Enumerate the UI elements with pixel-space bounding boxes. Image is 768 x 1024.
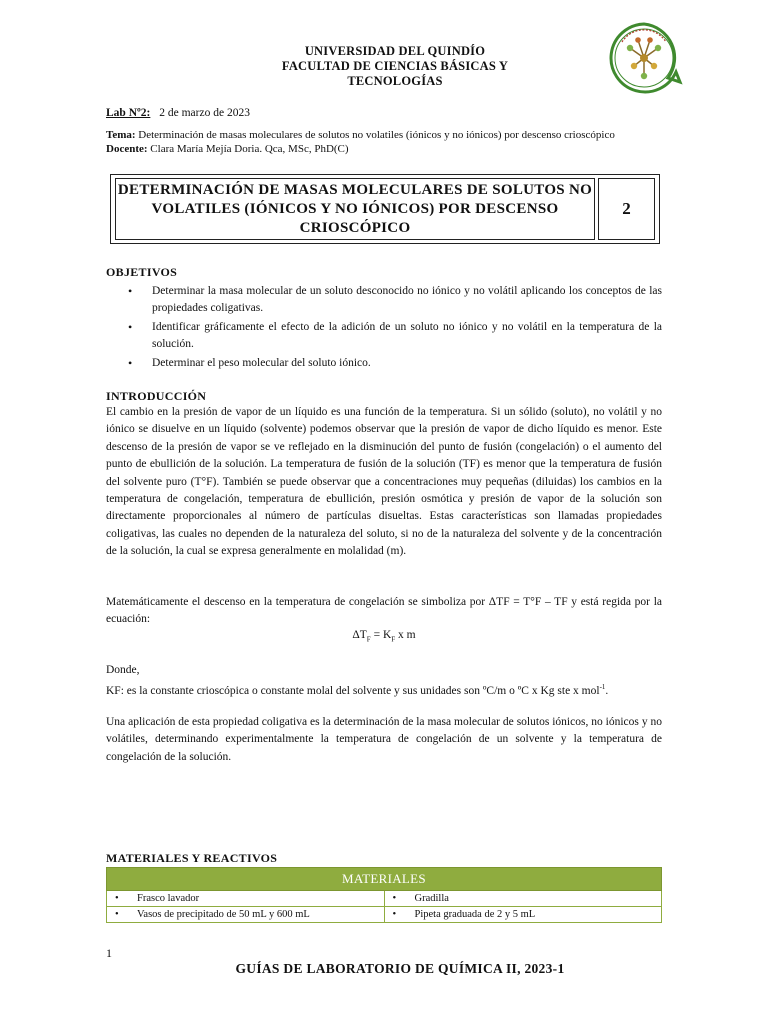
docente-label: Docente:	[106, 143, 148, 155]
list-item: • Identificar gráficamente el efecto de la adición de un soluto no iónico y no volátil en la temperatura de la solución.	[128, 319, 662, 353]
formula-rhs: x m	[395, 629, 416, 641]
table-cell: Gradilla	[414, 893, 449, 904]
header-line-2: FACULTAD DE CIENCIAS BÁSICAS Y	[281, 59, 509, 73]
table-row: • Frasco lavador • Gradilla	[107, 891, 662, 907]
materials-table	[106, 867, 662, 923]
lab-date: 2 de marzo de 2023	[159, 107, 250, 119]
formula-subscript: F	[366, 635, 371, 644]
formula-mid: = K	[370, 629, 392, 641]
docente-text: Clara María Mejía Doria. Qca, MSc, PhD(C)	[150, 143, 349, 155]
freezing-point-formula	[106, 629, 662, 643]
materials-table-header: MATERIALES	[107, 868, 662, 891]
formula-subscript: F	[391, 635, 396, 644]
page-number: 1	[106, 946, 112, 960]
lab-number: 2	[598, 178, 655, 240]
page-footer: GUÍAS DE LABORATORIO DE QUÍMICA II, 2023-1	[235, 961, 565, 976]
tema-line	[106, 128, 615, 142]
docente-line	[106, 142, 615, 156]
intro-heading: INTRODUCCIÓN	[106, 389, 207, 403]
table-cell: Pipeta graduada de 2 y 5 mL	[414, 909, 536, 920]
table-cell: Vasos de precipitado de 50 mL y 600 mL	[137, 909, 310, 920]
objectives-heading: OBJETIVOS	[106, 265, 178, 279]
lab-meta	[106, 128, 615, 156]
objectives-list	[128, 283, 662, 374]
formula-lhs: ΔT	[352, 629, 367, 641]
lab-title: DETERMINACIÓN DE MASAS MOLECULARES DE SOLUTOS NO VOLATILES (IÓNICOS Y NO IÓNICOS) POR DESCENSO CRIOSCÓPICO	[115, 178, 595, 240]
donde-text: Donde,	[106, 664, 140, 676]
list-item: • Determinar el peso molecular del soluto iónico.	[128, 355, 662, 372]
table-row: • Vasos de precipitado de 50 mL y 600 mL • Pipeta graduada de 2 y 5 mL	[107, 907, 662, 923]
lab-number-line	[106, 107, 250, 119]
materials-heading: MATERIALES Y REACTIVOS	[106, 851, 278, 865]
header-line-1: UNIVERSIDAD DEL QUINDÍO	[304, 44, 486, 58]
tema-text: Determinación de masas moleculares de solutos no volatiles (iónicos y no iónicos) por descenso crioscópico	[138, 129, 615, 141]
intro-paragraph-2: Matemáticamente el descenso en la temperatura de congelación se simboliza por ΔTF = T°F – TF y está regida por la ecuación:	[106, 596, 662, 626]
table-cell: Frasco lavador	[137, 893, 200, 904]
kf-text: KF: es la constante crioscópica o constante molal del solvente y sus unidades son ºC/m o ºC x Kg ste x mol	[106, 684, 600, 697]
university-header	[200, 44, 590, 89]
kf-definition	[106, 679, 662, 700]
tema-label: Tema:	[106, 129, 136, 141]
kf-end: .	[605, 684, 609, 697]
intro-paragraph-3: Una aplicación de esta propiedad coligativa es la determinación de la masa molecular de solutos iónicos, no iónicos y no volátiles, determinando experimentalmente la temperatura de congelación de un solvente y la temperatura de congelación de la solución.	[106, 716, 662, 763]
kf-superscript: -1	[599, 683, 606, 691]
header-line-3: TECNOLOGÍAS	[347, 74, 443, 88]
intro-paragraph-1: El cambio en la presión de vapor de un líquido es una función de la temperatura. Si un sólido (soluto), no volátil y no iónico se disuelve en un líquido (solvente) podemos observar que la presión de vapor de dicho líquido es menor. Este descenso de la presión de vapor se ve reflejado en la disminución del punto de fusión (congelación) o el aumento del punto de ebullición de la solución. La temperatura de fusión de la solución (TF) es menor que la temperatura de fusión del solvente puro (T°F). También se puede observar que a concentraciones muy pequeñas (diluidas) los cambios en la temperatura de congelación, temperatura de ebullición, presión osmótica y presión de vapor de la solución son directamente proporcionales al número de partículas disueltas. Estas características son llamadas propiedades coligativas, las cuales no dependen de la naturaleza del soluto, si no de la naturaleza del solvente y de la concentración de la solución, la cual se expresa generalmente en molalidad (m).	[106, 406, 662, 558]
university-logo-icon	[604, 20, 684, 96]
list-item: • Determinar la masa molecular de un soluto desconocido no iónico y no volátil aplicando los conceptos de las propiedades coligativas.	[128, 283, 662, 317]
lab-label: Lab Nº2:	[106, 107, 151, 119]
title-box	[110, 174, 660, 244]
